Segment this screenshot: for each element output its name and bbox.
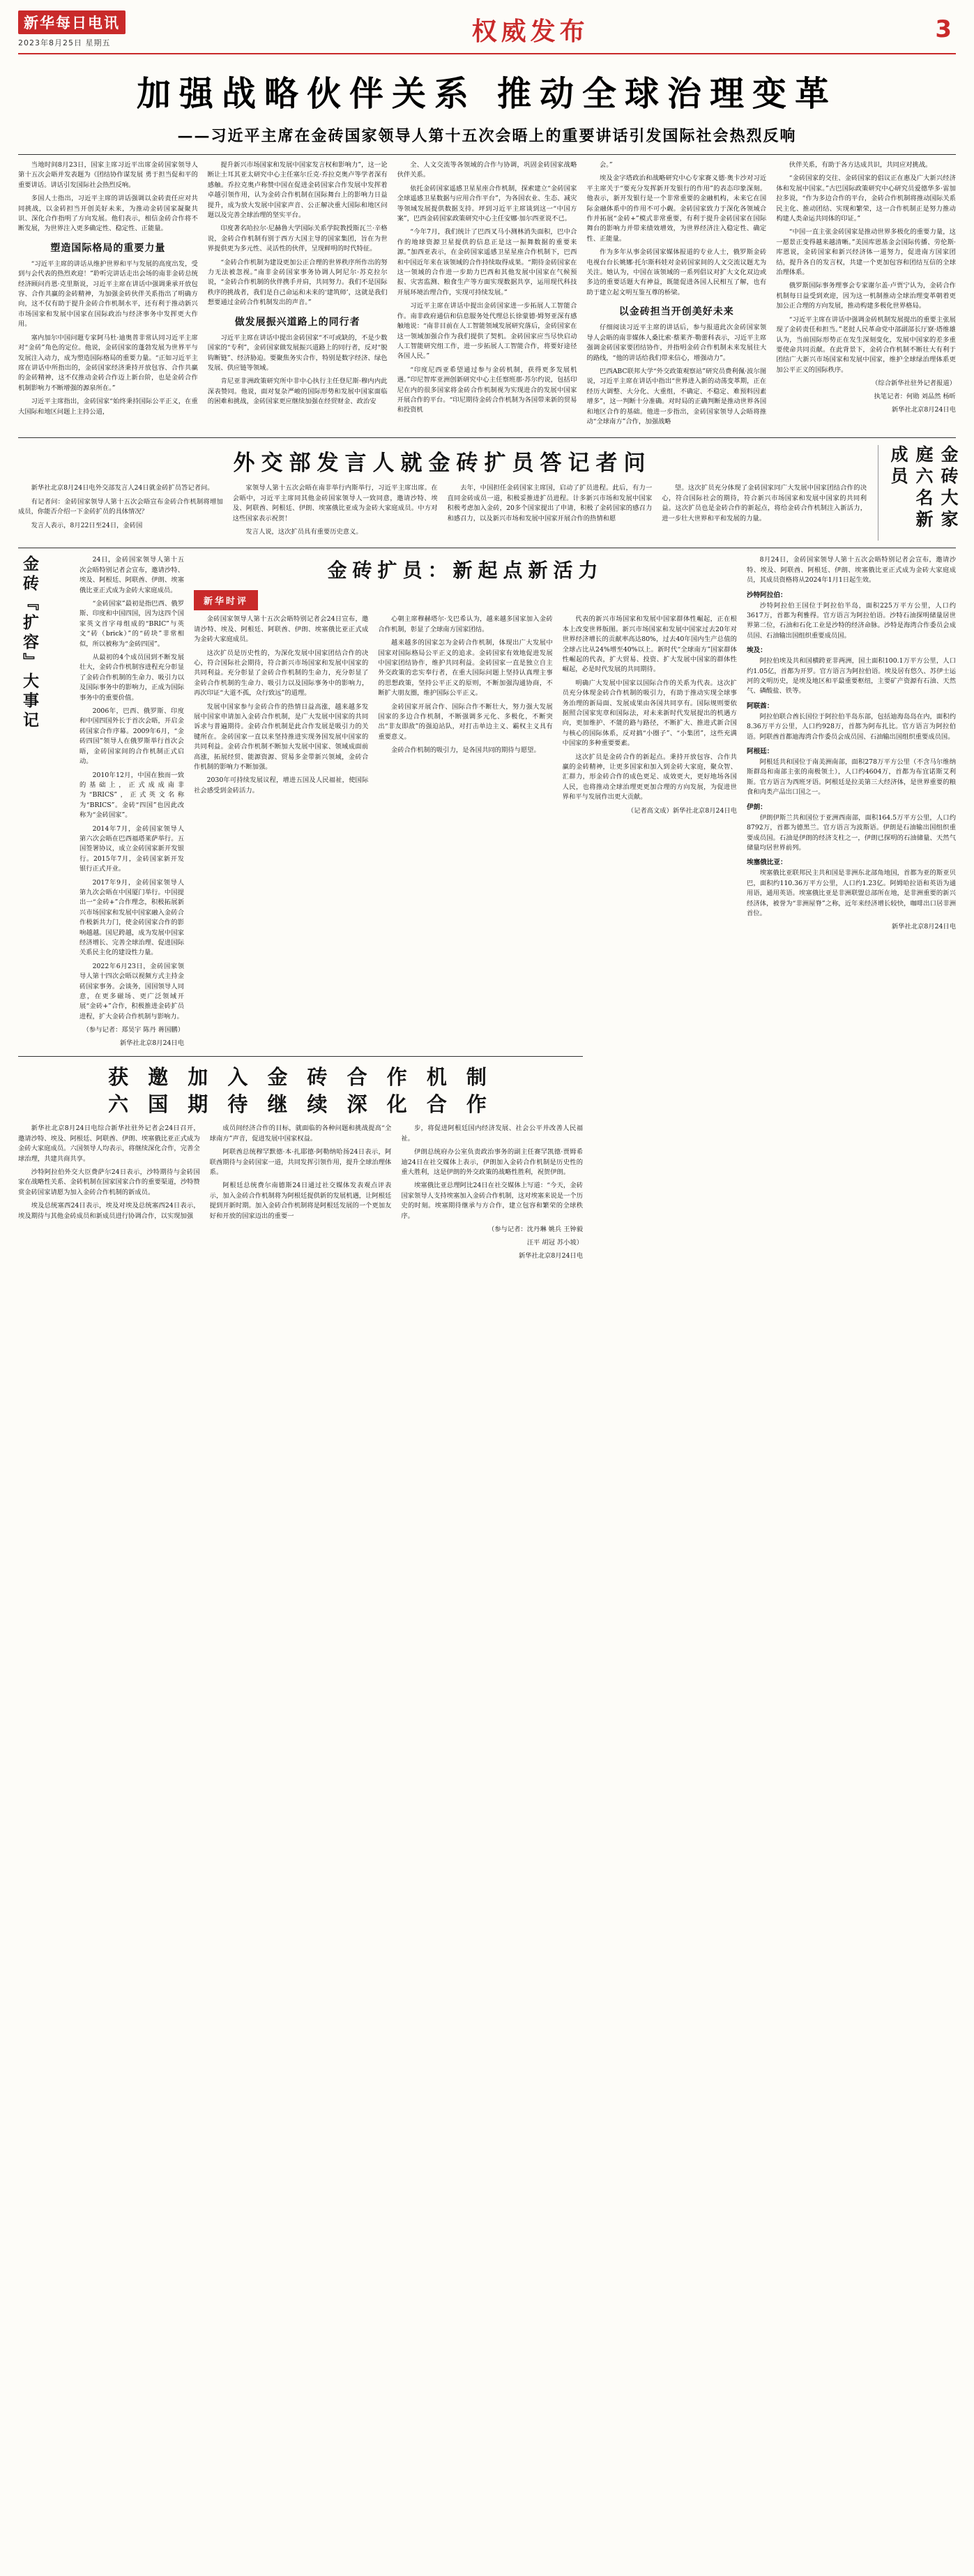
member-description: 阿拉伯联合酋长国位于阿拉伯半岛东部，包括迪海岛岛在内，面积约8.36万平方公里，人口约928万，首都为阿布扎比。官方语言为阿拉伯语。阿联酋首都迪海湾合作委员会成员国、石油输出国组织重要成员国。	[747, 712, 956, 741]
lead-column-4	[586, 160, 766, 430]
six-countries-title-line2: 六 国 期 待 继 续 深 化 合 作	[108, 1092, 493, 1117]
commentary-tag: 新华时评	[194, 590, 258, 610]
mfa-article-main	[18, 445, 867, 541]
paragraph: 代表的新兴市场国家和发展中国家群体性崛起，正在根本上改变世界版图。新兴市场国家和发展中国家过去20年对世界经济增长的贡献率高达80%，过去40年国内生产总值的全球占比从24%增至40%以上。新时代“全球南方”国家群体性崛起的代表，扩大贸易、投资、扩大发展中国家的群体性崛起，必是时代发展的共同期待。	[562, 615, 737, 674]
paragraph: “中国一直主张金砖国家是推动世界多极化的重要力量，这一愿景正变得越来越清晰。”美国库恩基金会国际传播、劳伦斯·库恩说，金砖国家和新兴经济体一道努力，促进南方国家团结，提升各自的发言权，共建一个更加包容和团结互信的全球治理体系。	[776, 228, 956, 277]
paragraph: 埃及金字塔政治和战略研究中心专家赛义德·奥卡沙对习近平主席关于“要充分发挥新开发银行的作用”的表态印象深刻。他表示，新开发银行是一个非常重要的金融机构，未来它在国际金融体系中的作用不可小觑。金砖国家致力于深化各领域合作并拓展“金砖+”模式非常重要，有利于提升金砖国家在国际舞台的影响力并带来绩效增效，为世界经济注入稳定性、确定性、正能量。	[586, 174, 767, 243]
divider	[18, 154, 956, 155]
member-name: 阿根廷：	[747, 748, 774, 756]
article-credit: （参与记者：沈丹琳 姚兵 王钟毅	[487, 1225, 584, 1233]
member-name: 埃及：	[747, 647, 767, 655]
new-members-title: 金砖大家庭六名新成员	[888, 445, 959, 532]
paragraph: 2010年12月，中国在独而一致的基础上，正式成成南非为“BRICS”，正式英文名称为“BRICS”。金砖“四国”也因此改称为“金砖国家”。	[79, 771, 184, 820]
six-countries-column-2	[210, 1124, 392, 1261]
paragraph: 步，将促进阿根廷国内经济发展、社会公平并改善人民福祉。	[401, 1124, 584, 1143]
paragraph: 印度著名哈拉尔·尼赫鲁大学国际关系学院教授斯瓦兰·辛格说，金砖合作机制有别于西方大国主导的国家集团，旨在为世界提供更为多元性、灵活性的伙伴，呈现鲜明的时代特征。	[207, 225, 388, 253]
six-countries-title-line1: 获 邀 加 入 金 砖 合 作 机 制	[108, 1065, 493, 1089]
commentary-column-3	[563, 615, 737, 816]
paragraph: 伊朗总统府办公室负责政治事务的副主任赛罕凯德·贾姆希迪24日在社交媒体上表示，伊朗加入金砖合作机制是历史性的重大胜利，这是伊朗的外交政策的战略性胜利，祝贺伊朗。	[401, 1148, 584, 1176]
paragraph: 从最初的4个成员国到不断发展壮大，金砖合作机制容进程充分彰显了金砖合作机制的生命力、吸引力以及国际事务中的影响力，正成为国际事务中的重要价值。	[79, 654, 184, 702]
article-credit: 新华社北京8月24日电	[518, 1251, 584, 1260]
paragraph: 巴西ABC联邦大学“外交政策观察站”研究员费利佩·波尔图说，习近平主席在讲话中指出“世界进入新的动荡变革期，正在经历大调整、大分化、大重组，不确定、不稳定、难预料因素增多”，这一判断十分准确。对时局的正确判断是推动世界各国和地区合作的基础。他进一步指出，金砖国家领导人会晤将推动“全球南方”合作，加强战略	[586, 367, 767, 425]
article-credit: 汪平 胡冠 苏小坡）	[526, 1238, 584, 1246]
paragraph: 阿根廷总统费尔南德斯24日通过社交媒体发表观点评表示，加入金砖合作机制将为阿根廷提供新的发展机遇，让阿根廷提到开新时期。加入金砖合作机制将是阿根廷发展的一个更加友好和开放的国家迈出的重要一	[209, 1182, 392, 1220]
paragraph: “今年7月，我们统计了巴西叉马小测林消失面积，巴中合作的地球资源卫星提供的信息正是这一振舞数据的重要来源。”加西亚表示，在金砖国家遥感卫星星座合作机制下，巴西和中国近年来在该领域的合作持续取得成果。“期待金砖国家在这一领域的合作进一步助力巴西和其他发展中国家在气候预报、灾害监测、粮食生产等方面实现数据共享，运用现代科技开展环境治理合作，实现可持续发展。”	[397, 228, 577, 296]
paragraph: 新华社北京8月24日电综合新华社驻外记者会24日召开，邀请沙特、埃及、阿根廷、阿联酋、伊朗、埃塞俄比亚正式成为金砖大家庭成员。六国领导人均表示，将继续深化合作，完善全球治理，共建共商共享。	[18, 1124, 200, 1163]
article-credit: （综合新华社驻外记者报道）	[872, 379, 956, 388]
mfa-article-columns	[18, 483, 867, 541]
paragraph: 全、人文交流等各领域的合作与协调，巩固金砖国家战略伙伴关系。	[397, 161, 577, 179]
paragraph: 沙特阿拉伯外交大臣费萨尔24日表示，沙特期待与金砖国家在战略性关系、金砖机制在国家国家合作的重要渠道，沙特赞赏金砖国家请愿为加入金砖合作机制的新成员。	[18, 1168, 200, 1196]
lead-column-5	[776, 160, 956, 430]
six-countries-article	[18, 1056, 583, 1262]
commentary-article	[194, 555, 737, 1049]
expansion-section	[18, 548, 956, 1049]
paragraph: 习近平主席指出，金砖国家“始终秉持国际公平正义，在重大国际和地区问题上主持公道，	[18, 398, 198, 416]
six-countries-column-3	[401, 1124, 583, 1261]
paragraph: “金砖国家”最初是指巴西、俄罗斯、印度和中国四国，因为这四个国家英文首字母组成的“BRIC”与英文“砖（brick）”的“砖块”非常相似，所以被称为“金砖四国”。	[79, 600, 184, 648]
article-credit: 新华社北京8月24日电	[119, 1039, 184, 1048]
article-credit: 新华社北京8月24日电	[891, 923, 956, 931]
paragraph: “习近平主席的讲话从维护世界和平与发展的高度出发，受到与会代表的热烈欢迎！”聆听完讲话走出会场的南非金砖总统经济顾问肖恩·克里斯说，习近平主席在讲话中强调秉承开放包容、合作共赢的金砖精神，为加强金砖伙伴关系指出了明确方向，这不仅有助于提升金砖合作机制水平，还有利于推动新兴市场国家和发展中国家在国际政治与经济事务中发挥更大作用。	[18, 259, 198, 329]
paragraph: 肯尼亚非洲政策研究所中非中心执行主任登尼斯·穆内内此深表赞同。他说，面对复杂严峻的国际形势和发展中国家面临的困难和挑战，金砖国家更应继续加强在经贸财金、政治安	[207, 377, 388, 406]
paragraph: 当地时间8月23日，国家主席习近平出席金砖国家领导人第十五次会晤并发表题为《团结协作谋发展 勇于担当促和平的重要讲话。讲话引发国际社会热烈反响。	[18, 161, 198, 189]
paragraph: 多国人士指出，习近平主席的讲话强调以金砖责任应对共同挑战，以金砖担当开创美好未来，为推动金砖国家凝聚共识、深化合作指明了方向发展。他们表示，相信金砖合作将不断发展，为世界注入更多确定性、稳定性、正能量。	[18, 195, 198, 233]
article-credit: （参与记者：郑昊宇 陈丹 蒋国鹏）	[82, 1026, 184, 1034]
paragraph: 提升新兴市场国家和发展中国家发言权和影响力”，这一论断让土耳其亚太研究中心主任塞尔丘克·乔拉克奥卢等学者深有感触。乔拉克奥卢称赞中国在促进金砖国家合作发展中发挥着卓越引领作用，认为金砖合作机制在国际舞台上的影响力日益提升，成为放大发展中国家声音、公正解决重大国际和地区问题以及完善全球治理的坚实平台。	[207, 161, 388, 220]
mfa-column-2	[233, 483, 438, 541]
publication-date: 2023年8月25日 星期五	[18, 38, 111, 47]
paragraph: 会。”	[599, 161, 613, 169]
article-credit: 新华社北京8月24日电	[891, 405, 956, 414]
paragraph: “金砖合作机制为建设更加公正合理的世界秩序所作出的努力无法被忽视。”南非金砖国家事务协调人阿尼尔·苏克拉尔说，“金砖合作机制的伙伴携手并肩，共同努力。我们不是国际秩序的挑战者，我们是自己命运和未来的‘建筑师’，这就是我们想要通过金砖合作机制发出的声音。”	[207, 258, 388, 307]
commentary-title: 金砖扩员：新起点新活力	[327, 559, 604, 582]
paragraph: 越来越多的国家怎为金砖合作机制，体现出广大发展中国家对国际格局公平正义的追求。金砖国家有效地促进发展中国家团结协作，维护共同利益。金砖国家一直是独立自主外交政策的忠实奉行者，在重大国际问题上坚持认真理主事的思想政策，坚持公平正义的原则，不断加强沟通协商，不断扩大朋友圈，维护国际公平正义。	[378, 639, 553, 698]
paragraph: 8月24日，金砖国家领导人第十五次会晤特别记者会宣布，邀请沙特、埃及、阿联酋、阿根廷、伊朗、埃塞俄比亚正式成为金砖大家庭成员，其成员资格将从2024年1月1日起生效。	[747, 556, 956, 585]
paragraph: 金砖国家开展合作、国际合作不断壮大，努力强大发展国家的多边合作机制，不断强调多元化、多极化，不断突出“非友即敌”的强迫站队，对打击单边主义、霸权主义具有重要意义。	[378, 702, 553, 741]
paragraph: 金砖国家领导人第十五次会晤特别记者会24日宣布，邀请沙特、埃及、阿根廷、阿联酋、伊朗、埃塞俄比亚正式成为金砖大家庭成员。	[194, 615, 369, 644]
mfa-article-title: 外交部发言人就金砖扩员答记者问	[233, 451, 652, 476]
member-name: 阿联酋：	[747, 702, 774, 710]
paragraph: 发展中国家参与金砖合作的热情日益高涨，越来越多发展中国家申请加入金砖合作机制，是广大发展中国家的共同诉求与普遍期待。金砖合作机制是此合作发展是吸引力的关键所在。金砖国家一直以来坚持推进实现务国发展中国家的共同利益。金砖合作机制不断加大发展中国家、领域成面前高涨，拓展经贸、能源资源、贸易多金带新兴领域，金砖合作机制的影响力不断加强。	[194, 702, 369, 771]
commentary-columns	[194, 615, 737, 816]
mfa-column-3	[448, 483, 653, 541]
masthead-left	[18, 10, 125, 48]
masthead	[18, 10, 956, 54]
paragraph: 24日，金砖国家领导人第十五次会晤特别记者会宣布，邀请沙特、埃及、阿根廷、阿联酋、伊朗、埃塞俄比亚正式成为金砖大家庭成员。	[79, 556, 184, 594]
paragraph: 发言人说，这次扩员具有重要历史意义。	[245, 527, 363, 536]
expansion-chronicle-body	[79, 555, 184, 1049]
lead-headline-block	[18, 67, 956, 146]
paragraph: 习近平主席在讲话中提出金砖国家“不可或缺的，不是少数国家的“专利”，金砖国家做发展振兴道路上的同行者，反对“脱钩断链”、经济胁迫。要聚焦务实合作，特别是数字经济、绿色发展、供应链等领域。	[207, 333, 388, 372]
paragraph: 作为多年从事金砖国家媒体报道的专业人士，俄罗斯金砖电视台台长姚娜·托尔斯科娃对金砖国家间的人文交流议题尤为关注。她认为，中国在该领域的一系列倡议对扩大文化双边或多边的重要话题大有神益，既能促进各国人民相互了解，也有助于建立起文明互鉴互尊的桥梁。	[586, 248, 767, 296]
member-description: 阿根廷共和国位于南美洲南部，面积278万平方公里（不含马尔维纳斯群岛和南部主张的南极领土），人口约4604万，首都为布宜诺斯艾利斯。官方语言为西班牙语。阿根廷是拉美第三大经济体，是世界重要的粮食和肉类产品出口国之一。	[747, 758, 956, 797]
publication-logo: 新华每日电讯	[18, 10, 125, 34]
six-countries-column-1	[18, 1124, 200, 1261]
commentary-column-2	[378, 615, 552, 816]
paragraph: 望。这次扩员充分体现了金砖国家同广大发展中国家团结合作的决心，符合国际社会的期待，符合新兴市场国家和发展中国家的共同利益。这次扩员也是金砖合作的新起点，将给金砖合作机制注入新活力，进一步壮大世界和平和发展的力量。	[662, 484, 867, 522]
paragraph: 依托金砖国家遥感卫星星座合作机制，探索建立“金砖国家全球遥感卫星数据与应用合作平台”，为各国农业、生态、减灾等领域发展提供数据支持。坪到习近平主席谈到这一“中国方案”，巴西金砖国家政策研究中心主任安娜·加尔西亚说不已。	[397, 184, 577, 223]
paragraph: 明确广大发展中国家以国际合作的关系为代表。这次扩员充分体现金砖合作机制的吸引力，有助于推动实现全球事务治理的新局面、发展成果由各国共同享有。国际规则要依据照合国家宪章和国际法，对未来新时代发展提出的机遇方向，更加维护、不能的路与路径，不断扩大、推进式新合国与核心的国际体系，反对搞“小圈子”、“小集团”，这些充满中国家的多种重要要素。	[562, 679, 737, 748]
lead-subhead-2: 做发展振兴道路上的同行者	[234, 316, 360, 328]
paragraph: 2006年，巴西、俄罗斯、印度和中国四国外长于首次会晤，开启金砖国家合作序幕。2009年6月，“金砖四国”领导人在俄罗斯举行首次会晤，金砖国家间的合作机制正式启动。	[79, 707, 184, 766]
member-description: 阿拉伯埃及共和国横跨亚非两洲，国土面积100.1万平方公里，人口约1.05亿，首都为开罗。官方语言为阿拉伯语。埃及居有悠久、苏伊士运河的文明历史，是埃及地区和平最重要枢纽，主要矿产资源有石油、天然气、磷酸盐、铁等。	[747, 657, 956, 695]
expansion-chronicle	[18, 555, 70, 1049]
paragraph: 去年，中国担任金砖国家主席国，启动了扩员进程。此后，有力一直同金砖成员一道，积极妥推进扩员进程。计多新兴市场和发展中国家积极考虑加入金砖，20多个国家提出了申请，积极了金砖国家的感召力和感召力，以及新兴市场和发展中国家开展合作的热情和愿	[447, 484, 653, 522]
new-members-sidebar-head	[878, 445, 959, 541]
paragraph: 新华社北京8月24日电外交部发言人24日就金砖扩员答记者问。	[31, 484, 214, 492]
paragraph: 这次扩员是金砖合作的新起点。秉持开放包容、合作共赢的金砖精神，让更多国家和加入到金砖大家庭，聚众智、汇群力，形金砖合作的成色更足、成效更大，更好地场各国人民，也将推动全球治理更更加合理的方向发展，为促进世界和平与发展作出更大贡献。	[562, 753, 737, 801]
commentary-column-1	[194, 615, 368, 816]
commentary-tag-wrap	[194, 590, 737, 615]
lead-subheadline: ——习近平主席在金砖国家领导人第十五次会晤上的重要讲话引发国际社会热烈反响	[177, 127, 797, 145]
lead-column-2	[208, 160, 388, 430]
section-title: 权威发布	[471, 17, 589, 46]
paragraph: 习近平主席在讲话中提出金砖国家进一步拓展人工智能合作。南非政府通信和信息服务处代理总长徐蒙德·姆努亚深有感触地说：“南非目前在人工智能领域发展研究落后，金砖国家在这一领域加强合作为我们提供了契机。金砖国家应当尽快启动人工智能研究组工作，进一步拓展人工智能合作，将要好途径各国人民。”	[397, 302, 577, 361]
paragraph: 有记者问：金砖国家领导人第十五次会晤宣布金砖合作机制将增加成员，你能否介绍一下金砖扩员的具体情况？	[18, 497, 223, 516]
member-name: 沙特阿拉伯：	[747, 591, 787, 599]
paragraph: 埃及总统塞西24日表示，埃及对埃及总统塞西24日表示，埃及期待与其他金砖成员和新成员进行协调合作，以实现加强	[18, 1202, 200, 1220]
lead-subhead-1: 塑造国际格局的重要力量	[50, 242, 166, 254]
six-countries-columns	[18, 1124, 583, 1261]
paragraph: “习近平主席在讲话中强调金砖机制发展提出的重要主张展现了金砖责任和担当。”老挝人民革命党中部副部长厅寮·塔维雄认为，当前国际形势正在发生深刻变化，发展中国家的差多重要使命共同贡献。在此背景下，金砖合作机制不断壮大有利于团结广大新兴市场国家和发展中国家，维护全球绿治理体系更加公平正义的国际秩序。	[776, 315, 956, 374]
article-credit: （记者高文成）新华社北京8月24日电	[627, 806, 737, 815]
member-name: 伊朗：	[747, 803, 767, 811]
new-members-list	[747, 555, 956, 1049]
member-name: 埃塞俄比亚：	[747, 859, 787, 867]
mfa-article	[18, 445, 959, 541]
lead-article-columns	[18, 160, 956, 430]
paragraph: 2014年7月，金砖国家领导人第六次会晤在巴西福塔莱萨举行。五国签署协议，成立金砖国家新开发银行。2015年7月，金砖国家新开发银行正式开业。	[79, 824, 184, 873]
paragraph: 金砖合作机制的吸引力，是各国共同的期待与愿望。	[390, 746, 540, 755]
paragraph: 伙伴关系，有助于各方达成共识，共同应对挑战。	[789, 161, 932, 169]
paragraph: 2022年6月23日，金砖国家领导人第十四次会晤以视频方式主持金砖国家事务。会谈务，国国领导人同意，在更多磁场、更广泛领域开展“金砖+”合作，积极推进金砖扩员进程，扩大金砖合作机制与影响力。	[79, 962, 184, 1020]
mfa-column-1	[18, 483, 223, 541]
lead-column-3	[397, 160, 577, 430]
paragraph: 这次扩员是历史性的，为深化发展中国家团结合作的决心，符合国际社会期待，符合新兴市场国家和发展中国家的共同利益。充分彰显了金砖合作机制的生命力，充分彰显了金砖合作机制的生命力、吸引力以及国际事务中的影响力，再次印证“大道不孤，众行致远”的道理。	[194, 649, 369, 698]
lead-subhead-3: 以金砖担当开创美好未来	[618, 306, 734, 318]
member-description: 伊朗伊斯兰共和国位于亚洲西南部，面积164.5万平方公里，人口约8792万，首都为德黑兰。官方语言为波斯语。伊朗是石油输出国组织重要成员国。石油是伊朗的经济支柱之一，伊朗已探明的石油储量、天然气储量均居世界前列。	[747, 813, 956, 852]
divider	[18, 437, 956, 438]
paragraph: 心朝主席穆赫塔尔·戈巴希认为，越来越多国家加入金砖合作机制，彰显了全球南方国家团结。	[378, 615, 553, 633]
paragraph: 埃塞俄比亚总理阿比24日在社交媒体上写道：“今天，金砖国家领导人支持埃塞加入金砖合作机制，这对埃塞来说是一个历史的时刻。埃塞期待继承与方合作，建立包容和繁荣的全球秩序。	[401, 1182, 584, 1220]
lead-column-1	[18, 160, 198, 430]
paragraph: 家领导人第十五次会晤在南非举行内斯举行，习近平主席出席。在会晤中，习近平主席同其他金砖国家领导人一致同意，邀请沙特、埃及、阿联酋、阿根廷、伊朗、埃塞俄比亚成为金砖大家庭成员。中方对这些国家表示祝贺！	[232, 484, 438, 522]
member-description: 沙特阿拉伯王国位于阿拉伯半岛，面积225万平方公里，人口约3617万，首都为利雅得。官方语言为阿拉伯语。沙特石油探明储量居世界第二位，石油和石化工业是沙特的经济命脉。沙特是海湾合作委员会成员国、石油输出国组织重要成员国。	[747, 601, 956, 640]
page-title: 加强战略伙伴关系 推动全球治理变革	[136, 73, 838, 114]
paragraph: 2030年可持续发展议程，增进五国及人民福祉，使国际社会感受到金砖活力。	[194, 776, 369, 794]
paragraph: “印度尼西亚希望通过参与金砖机制，获得更多发展机遇。”印尼智库亚洲创新研究中心主任察班那·苏尔约说，包括印尼在内的很多国家将金砖合作机制视为实现进合的发展中国家开展合作的平台。“印尼期待金砖合作机制为各国带来新的贸易和投资机	[397, 366, 577, 414]
paragraph: “金砖国家的交往、金砖国家的倡议正在惠及广大新兴经济体和发展中国家。”古巴国际政策研究中心研究员爱德华多·雷加拉多说，“作为多边合作的平台，金砖合作机制将推动国际关系民主化、推动团结、实现和繁荣，这一合作机制正是努力推动构建人类命运共同体的印证。”	[776, 174, 956, 223]
expansion-chronicle-title: 金砖『扩容』大事记	[20, 555, 39, 732]
paragraph: 仔细阅读习近平主席的讲话后，参与报道此次金砖国家领导人会晤的南非媒体人桑比索·蔡莱齐·勒蕾科表示，习近平主席强调金砖国家要团结协作，并指明金砖合作机制未来发展往大的路线，“他的讲话给我们带来信心，增强动力”。	[586, 324, 767, 362]
paragraph: 成员间经济合作的目标，就面临的各种问题和挑战提高“全球南方”声音，促进发展中国家权益。	[209, 1124, 392, 1143]
page-number: 3	[935, 15, 952, 43]
article-credit: 执笔记者：何勋 刘品然 杨昕	[874, 393, 956, 400]
paragraph: 阿联酋总统穆罕默德·本·扎耶德·阿勒纳哈扬24日表示，阿联酋期待与金砖国家一道，共同发挥引领作用，提升全球治理体系。	[209, 1148, 392, 1176]
paragraph: 2017年9月，金砖国家领导人第九次会晤在中国厦门举行。中国提出一“金砖+”合作理念，积极拓展新兴市场国家和发展中国家融入金砖合作极新共力门，使金砖国家合作的影响越越。国尼跨越，成为发展中国家经济增长、完善全球治理、促进国际关系民主化的建设性力量。	[79, 878, 184, 957]
paragraph: 塞内加尔中国问题专家阿马杜·迪奥普非常认同习近平主席对“金砖”角色的定位。他说，金砖国家的蓬勃发展为世界平与发展注入动力，成为塑造国际格局的重要力量。“正如习近平主席在讲话中所指出的，金砖国家经济秉持开放包容、合作共赢的金砖精神，这不仅推动金砖合作迈上新台阶，也是金砖合作机制影响力不断增强的源泉所在。”	[18, 333, 198, 392]
paragraph: 俄罗斯国际事务理事会专家谢尔盖·卢贾宁认为，金砖合作机制每日益受到欢迎，因为这一机制推动全球治理变革朝着更加公正合理的方向发展，推动构建多极化世界格局。	[776, 282, 956, 310]
mfa-column-4	[662, 483, 867, 541]
paragraph: 发言人表示，8月22日至24日，金砖国	[31, 521, 143, 529]
member-description: 埃塞俄比亚联邦民主共和国是非洲东北部角地国，首都为亚的斯亚贝巴，面积约110.36万平方公里，人口约1.23亿。阿姆哈拉语和英语为通用语，通用英语。埃塞俄比亚是非洲联盟总部所在地，是非洲重要的新兴经济体，被誉为“非洲屋脊”之称，近年来经济增长较快，咖啡出口居非洲首位。	[747, 869, 956, 917]
